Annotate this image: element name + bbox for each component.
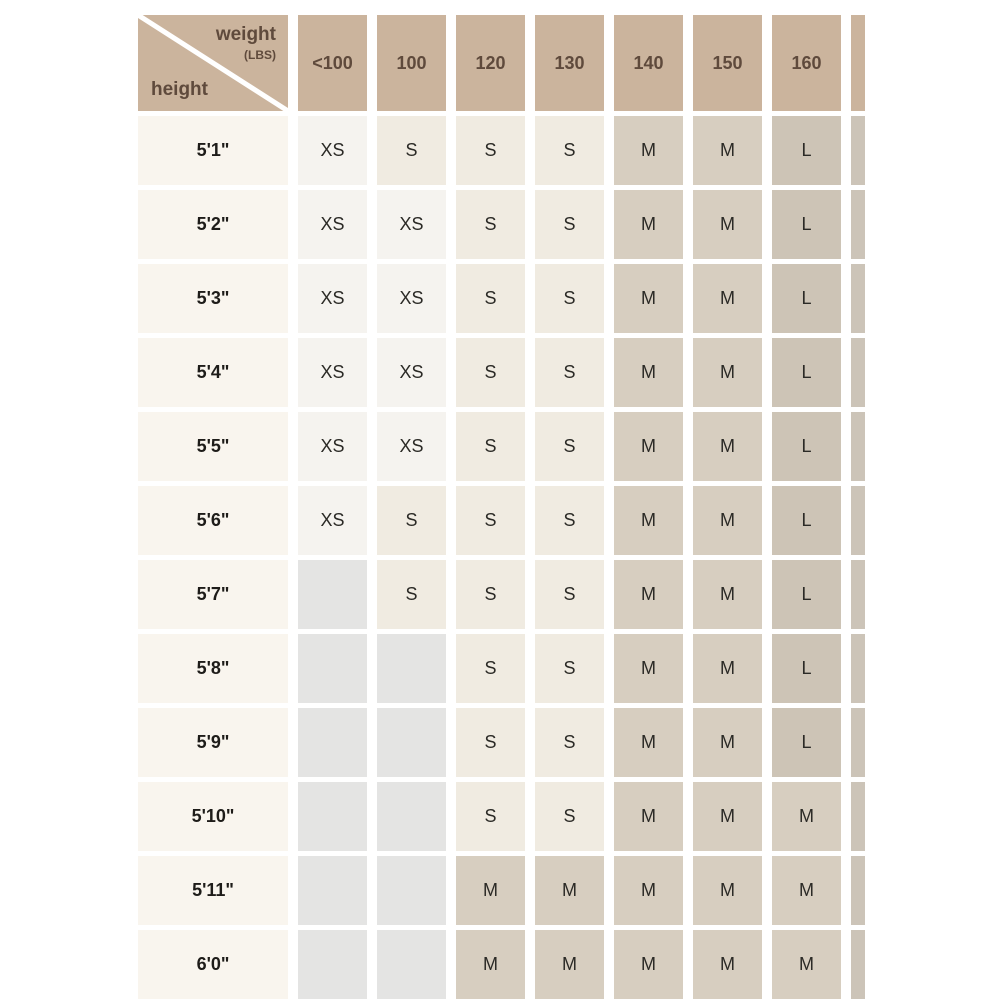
weight-unit-label: (LBS) bbox=[244, 48, 276, 62]
cutoff-column-cell bbox=[851, 782, 865, 851]
size-cell: M bbox=[693, 412, 762, 481]
size-cell: M bbox=[693, 264, 762, 333]
cutoff-column-cell bbox=[851, 486, 865, 555]
table-row bbox=[138, 856, 865, 925]
size-cell: S bbox=[535, 708, 604, 777]
size-cell: XS bbox=[298, 264, 367, 333]
size-cell: S bbox=[535, 634, 604, 703]
table-row bbox=[138, 412, 865, 481]
size-cell: M bbox=[693, 486, 762, 555]
size-cell: S bbox=[456, 560, 525, 629]
size-cell: M bbox=[614, 338, 683, 407]
size-cell: S bbox=[535, 782, 604, 851]
size-cell: M bbox=[614, 560, 683, 629]
table-row bbox=[138, 634, 865, 703]
size-cell: L bbox=[772, 486, 841, 555]
size-cell: M bbox=[614, 708, 683, 777]
size-cell: XS bbox=[377, 412, 446, 481]
size-cell: XS bbox=[377, 338, 446, 407]
empty-cell bbox=[377, 930, 446, 999]
size-cell: S bbox=[456, 634, 525, 703]
cutoff-column-cell bbox=[851, 856, 865, 925]
empty-cell bbox=[298, 708, 367, 777]
weight-column-header: 140 bbox=[614, 15, 683, 111]
height-row-label: 5'10" bbox=[138, 782, 288, 851]
cutoff-column-cell bbox=[851, 930, 865, 999]
size-cell: M bbox=[614, 930, 683, 999]
cutoff-column-cell bbox=[851, 264, 865, 333]
size-cell: S bbox=[535, 412, 604, 481]
empty-cell bbox=[377, 634, 446, 703]
cutoff-column-cell bbox=[851, 560, 865, 629]
size-cell: L bbox=[772, 338, 841, 407]
weight-column-header: 160 bbox=[772, 15, 841, 111]
cutoff-column-cell bbox=[851, 116, 865, 185]
size-cell: M bbox=[614, 264, 683, 333]
size-cell: M bbox=[693, 116, 762, 185]
size-cell: M bbox=[772, 930, 841, 999]
weight-column-header: 100 bbox=[377, 15, 446, 111]
size-cell: L bbox=[772, 708, 841, 777]
size-cell: XS bbox=[298, 338, 367, 407]
size-cell: XS bbox=[298, 486, 367, 555]
size-cell: S bbox=[377, 560, 446, 629]
table-row bbox=[138, 708, 865, 777]
empty-cell bbox=[377, 708, 446, 777]
empty-cell bbox=[298, 634, 367, 703]
height-row-label: 6'0" bbox=[138, 930, 288, 999]
size-cell: M bbox=[693, 930, 762, 999]
height-row-label: 5'7" bbox=[138, 560, 288, 629]
height-row-label: 5'5" bbox=[138, 412, 288, 481]
size-cell: S bbox=[456, 412, 525, 481]
size-cell: S bbox=[535, 190, 604, 259]
weight-axis-label: weight bbox=[215, 24, 276, 45]
size-cell: S bbox=[456, 782, 525, 851]
cutoff-column-cell bbox=[851, 634, 865, 703]
height-row-label: 5'2" bbox=[138, 190, 288, 259]
size-cell: XS bbox=[298, 190, 367, 259]
size-cell: M bbox=[693, 856, 762, 925]
size-cell: S bbox=[456, 486, 525, 555]
table-row bbox=[138, 486, 865, 555]
size-cell: S bbox=[535, 264, 604, 333]
size-cell: M bbox=[614, 782, 683, 851]
cutoff-column-header bbox=[851, 15, 865, 111]
size-cell: XS bbox=[298, 116, 367, 185]
size-cell: M bbox=[693, 708, 762, 777]
size-cell: M bbox=[772, 856, 841, 925]
table-row bbox=[138, 116, 865, 185]
size-cell: M bbox=[614, 486, 683, 555]
cutoff-column-cell bbox=[851, 338, 865, 407]
height-row-label: 5'1" bbox=[138, 116, 288, 185]
weight-column-header: 120 bbox=[456, 15, 525, 111]
size-cell: M bbox=[456, 856, 525, 925]
size-cell: L bbox=[772, 190, 841, 259]
size-cell: S bbox=[456, 708, 525, 777]
size-cell: S bbox=[456, 264, 525, 333]
size-cell: M bbox=[693, 190, 762, 259]
size-cell: M bbox=[535, 856, 604, 925]
table-row bbox=[138, 930, 865, 999]
size-cell: L bbox=[772, 264, 841, 333]
weight-column-header: 150 bbox=[693, 15, 762, 111]
size-cell: XS bbox=[377, 190, 446, 259]
size-cell: L bbox=[772, 634, 841, 703]
size-cell: M bbox=[772, 782, 841, 851]
size-cell: L bbox=[772, 560, 841, 629]
size-cell: M bbox=[614, 412, 683, 481]
size-cell: XS bbox=[298, 412, 367, 481]
height-row-label: 5'3" bbox=[138, 264, 288, 333]
empty-cell bbox=[377, 856, 446, 925]
height-row-label: 5'6" bbox=[138, 486, 288, 555]
height-row-label: 5'11" bbox=[138, 856, 288, 925]
cutoff-column-cell bbox=[851, 412, 865, 481]
size-cell: M bbox=[456, 930, 525, 999]
size-cell: S bbox=[456, 116, 525, 185]
size-cell: M bbox=[693, 560, 762, 629]
size-cell: S bbox=[535, 486, 604, 555]
table-row bbox=[138, 782, 865, 851]
size-cell: XS bbox=[377, 264, 446, 333]
size-cell: L bbox=[772, 116, 841, 185]
size-cell: M bbox=[614, 856, 683, 925]
size-cell: M bbox=[693, 634, 762, 703]
size-cell: L bbox=[772, 412, 841, 481]
size-cell: M bbox=[693, 782, 762, 851]
size-cell: S bbox=[535, 560, 604, 629]
weight-column-header: <100 bbox=[298, 15, 367, 111]
corner-cell bbox=[138, 15, 288, 111]
empty-cell bbox=[377, 782, 446, 851]
table-row bbox=[138, 190, 865, 259]
size-cell: M bbox=[535, 930, 604, 999]
size-cell: S bbox=[456, 338, 525, 407]
height-row-label: 5'9" bbox=[138, 708, 288, 777]
size-cell: M bbox=[614, 116, 683, 185]
size-cell: S bbox=[377, 116, 446, 185]
height-row-label: 5'8" bbox=[138, 634, 288, 703]
size-cell: S bbox=[535, 116, 604, 185]
table-row bbox=[138, 264, 865, 333]
empty-cell bbox=[298, 930, 367, 999]
height-row-label: 5'4" bbox=[138, 338, 288, 407]
empty-cell bbox=[298, 560, 367, 629]
empty-cell bbox=[298, 782, 367, 851]
header-row bbox=[138, 15, 865, 111]
size-cell: M bbox=[693, 338, 762, 407]
empty-cell bbox=[298, 856, 367, 925]
table-row bbox=[138, 560, 865, 629]
table-row bbox=[138, 338, 865, 407]
cutoff-column-cell bbox=[851, 190, 865, 259]
size-cell: M bbox=[614, 190, 683, 259]
size-cell: S bbox=[456, 190, 525, 259]
size-cell: S bbox=[377, 486, 446, 555]
height-axis-label: height bbox=[151, 79, 208, 100]
cutoff-column-cell bbox=[851, 708, 865, 777]
size-cell: S bbox=[535, 338, 604, 407]
weight-column-header: 130 bbox=[535, 15, 604, 111]
size-chart-table bbox=[128, 10, 875, 1000]
size-cell: M bbox=[614, 634, 683, 703]
